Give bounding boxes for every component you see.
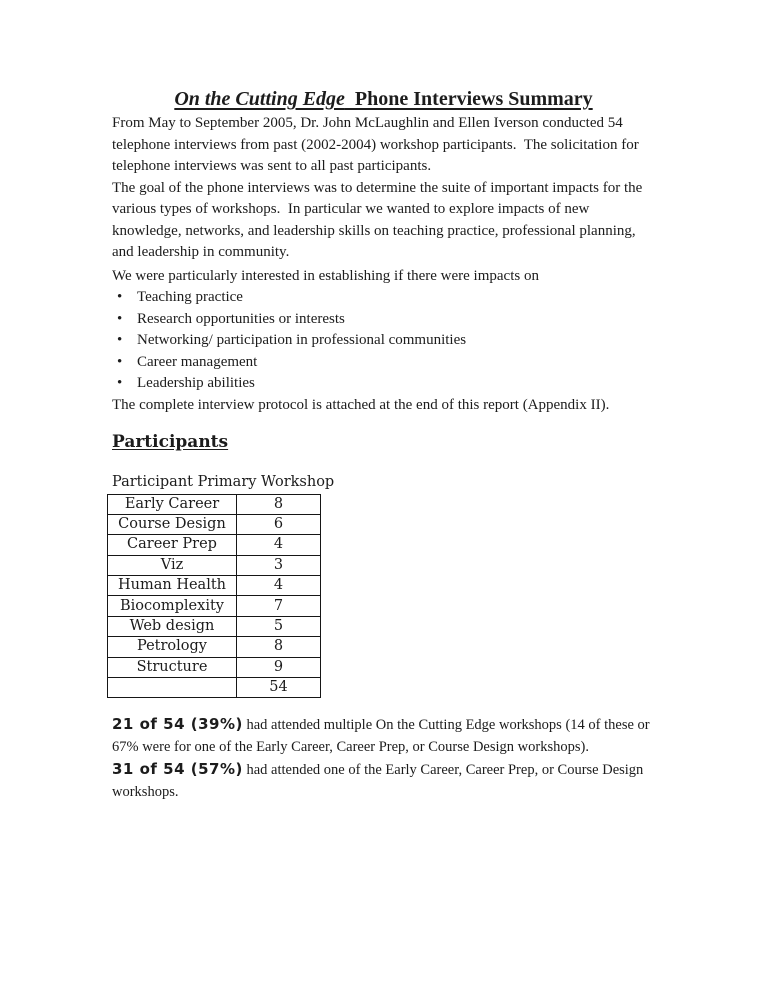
table-row	[108, 514, 321, 534]
count-cell: 7	[237, 596, 321, 616]
paragraph-protocol: The complete interview protocol is attached at the end of this report (Appendix II).	[112, 396, 610, 413]
title-italic-segment: On the Cutting Edge	[174, 88, 345, 110]
table-row	[108, 596, 321, 616]
stat-one-workshop	[112, 758, 655, 803]
workshop-cell: Course Design	[108, 514, 237, 534]
title-regular-segment: Phone Interviews Summary	[344, 88, 593, 110]
stat-multiple-workshops	[112, 713, 655, 758]
workshop-cell: Human Health	[108, 576, 237, 596]
impacts-intro-line: We were particularly interested in establishing if there were impacts on	[112, 267, 539, 284]
list-item: • Networking/ participation in professional communities	[112, 330, 655, 352]
paragraph-goal: The goal of the phone interviews was to determine the suite of important impacts for the various types of workshops. In particular we wanted to explore impacts of new knowledge, networks, and leadership skills on teaching practice, professional planning, and leadership in community.	[112, 179, 647, 260]
stat-multiple-workshops-figure: 21 of 54 (39%)	[112, 715, 243, 734]
workshop-cell: Petrology	[108, 637, 237, 657]
stat-multiple-workshops-text: had attended multiple On the Cutting Edge workshops (14 of these or 67% were for one of the Early Career, Career Prep, or Course Design workshops).	[112, 717, 654, 756]
table-row	[108, 616, 321, 636]
workshop-cell: Biocomplexity	[108, 596, 237, 616]
table-row	[108, 494, 321, 514]
participant-workshop-table	[107, 494, 321, 699]
table-row	[108, 678, 321, 698]
count-cell: 8	[237, 637, 321, 657]
workshop-cell: Viz	[108, 555, 237, 575]
document-content	[0, 86, 768, 803]
count-cell: 4	[237, 576, 321, 596]
workshop-cell: Web design	[108, 616, 237, 636]
table-row	[108, 555, 321, 575]
count-cell: 4	[237, 535, 321, 555]
stat-one-workshop-text: had attended one of the Early Career, Career Prep, or Course Design workshops.	[112, 762, 647, 801]
attendance-stats	[112, 713, 655, 803]
table-caption: Participant Primary Workshop	[112, 474, 335, 490]
total-cell: 54	[237, 678, 321, 698]
page-title	[112, 86, 655, 113]
list-item: • Teaching practice	[112, 287, 655, 309]
paragraph-interviews-overview: From May to September 2005, Dr. John McLaughlin and Ellen Iverson conducted 54 telephone interviews from past (2002-2004) workshop participants. The solicitation for telephone interviews was sent to all past participants.	[112, 115, 643, 174]
stat-one-workshop-figure: 31 of 54 (57%)	[112, 760, 243, 779]
count-cell: 8	[237, 494, 321, 514]
list-item: • Career management	[112, 352, 655, 374]
workshop-cell: Early Career	[108, 494, 237, 514]
count-cell: 3	[237, 555, 321, 575]
participants-heading: Participants	[112, 432, 229, 452]
count-cell: 5	[237, 616, 321, 636]
list-item: • Leadership abilities	[112, 373, 655, 395]
list-item: • Research opportunities or interests	[112, 309, 655, 331]
count-cell: 9	[237, 657, 321, 677]
impacts-list	[112, 287, 655, 395]
workshop-cell	[108, 678, 237, 698]
impacts-section	[112, 266, 655, 395]
count-cell: 6	[237, 514, 321, 534]
workshop-cell: Career Prep	[108, 535, 237, 555]
workshop-cell: Structure	[108, 657, 237, 677]
table-row	[108, 637, 321, 657]
table-row	[108, 576, 321, 596]
table-row	[108, 535, 321, 555]
table-row	[108, 657, 321, 677]
